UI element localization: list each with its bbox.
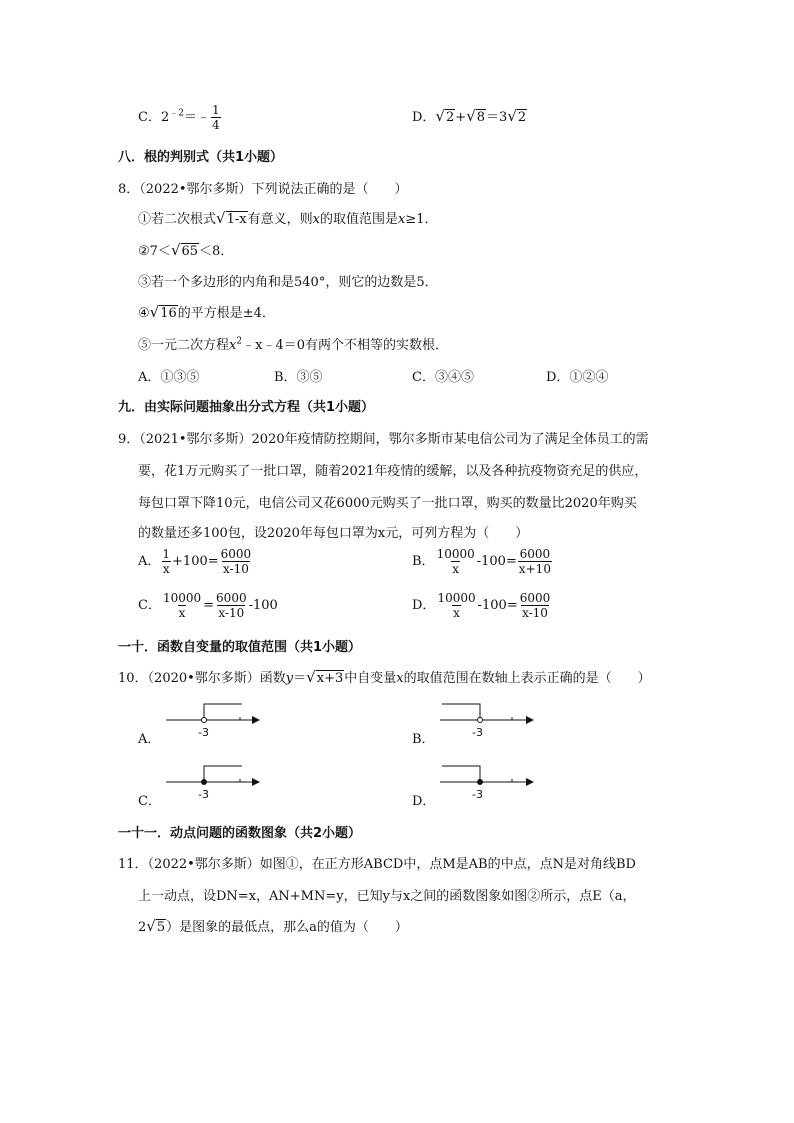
q7-c-exponent: ﹣2 xyxy=(169,108,184,119)
q10-option-a-label[interactable]: A． xyxy=(138,732,161,747)
q10-option-d-label[interactable]: D． xyxy=(412,794,436,809)
q7-c-denominator: 4 xyxy=(211,118,220,132)
q8-option-c[interactable]: C．③④⑤ xyxy=(412,370,474,385)
q11-line-2: 上一动点，设DN=x，AN+MN=y，已知y与x之间的函数图象如图②所示，点E（a， xyxy=(138,889,636,904)
q9-option-a[interactable]: A． $\frac{1}{x}$ +100= $\frac{6000}{x-10}$ xyxy=(138,547,252,576)
q9-option-b[interactable]: B． $\frac{10000}{x}$ -100= $\frac{6000}{x+10}$ xyxy=(412,547,551,576)
svg-text:-3: -3 xyxy=(198,788,209,801)
q11-line-1: 11．（2022•鄂尔多斯）如图①，在正方形ABCD中，点M是AB的中点，点N是对角线BD xyxy=(118,857,636,872)
q8-option-a[interactable]: A．①③⑤ xyxy=(138,370,200,385)
q8-statement-3: ③若一个多边形的内角和是540°，则它的边数是5． xyxy=(138,275,438,290)
q8-stem: 8．（2022•鄂尔多斯）下列说法正确的是（ ） xyxy=(118,182,408,197)
q8-statement-1: ①若二次根式√1-x有意义，则x的取值范围是x≥1． xyxy=(138,209,438,227)
svg-text:-3: -3 xyxy=(198,726,209,739)
q8-s4-sqrt: √16 xyxy=(149,303,177,321)
q7-c-numerator: 1 xyxy=(211,103,220,117)
q9-option-d[interactable]: D． $\frac{10000}{x}$ -100= $\frac{6000}{x-10}$ xyxy=(412,591,551,620)
q7-d-sqrt-3: √2 xyxy=(507,107,527,125)
q8-s2-sqrt: √65 xyxy=(170,241,199,259)
svg-text:-3: -3 xyxy=(472,726,483,739)
open-point-icon xyxy=(202,718,207,723)
q10-sqrt: √x+3 xyxy=(306,668,344,686)
svg-text:-3: -3 xyxy=(472,788,483,801)
q9-line-3: 每包口罩下降10元，电信公司又花6000元购买了一批口罩，购买的数量比2020年购买 xyxy=(138,496,637,511)
section-9-title: 九．由实际问题抽象出分式方程（共1小题） xyxy=(118,400,375,415)
q7-d-plus: + xyxy=(455,110,467,125)
q9-line-2: 要，花1万元购买了一批口罩，随着2021年疫情的缓解，以及各种抗疫物资充足的供应， xyxy=(138,464,648,479)
q10-option-c-numberline xyxy=(160,760,270,810)
q7-d-equals: ＝3 xyxy=(486,110,508,125)
q7-c-equals: ＝﹣ xyxy=(183,110,210,125)
q8-option-d[interactable]: D．①②④ xyxy=(546,370,609,385)
q8-statement-4: ④√16的平方根是±4． xyxy=(138,303,275,321)
section-8-title: 八．根的判别式（共1小题） xyxy=(118,150,284,165)
q7-d-sqrt-1: √2 xyxy=(435,107,455,125)
q7-option-d[interactable] xyxy=(412,106,527,125)
q8-s5-number: ⑤ xyxy=(138,338,152,353)
closed-point-icon xyxy=(478,780,483,785)
q8-statement-2: ②7＜√65＜8． xyxy=(138,241,234,259)
open-point-icon xyxy=(478,718,483,723)
q8-s2-number: ② xyxy=(138,244,150,259)
q8-s1-sqrt: √1-x xyxy=(216,209,247,227)
q10-option-b-numberline xyxy=(434,698,544,748)
q7-d-sqrt-2: √8 xyxy=(466,107,486,125)
q7-option-d-label: D． xyxy=(412,110,436,125)
q9-line-1: 9．（2021•鄂尔多斯）2020年疫情防控期间，鄂尔多斯市某电信公司为了满足全体员工的需 xyxy=(118,432,649,447)
q7-option-c[interactable] xyxy=(138,104,222,131)
q11-sqrt: √5 xyxy=(146,917,166,935)
q8-s1-number: ① xyxy=(138,212,152,227)
q7-c-base: 2 xyxy=(160,110,170,125)
q11-line-3: 2√5）是图象的最低点，那么a的值为（ ） xyxy=(138,917,408,935)
q8-s3-number: ③ xyxy=(138,275,152,290)
q9-line-4: 的数量还多100包，设2020年每包口罩为x元，可列方程为（ ） xyxy=(138,526,529,541)
q9-option-c[interactable]: C． $\frac{10000}{x}$ = $\frac{6000}{x-10}$ -100 xyxy=(138,591,278,620)
closed-point-icon xyxy=(202,780,207,785)
q7-c-fraction xyxy=(211,104,221,131)
q8-s4-number: ④ xyxy=(138,306,150,321)
q7-option-c-label: C． xyxy=(138,110,161,125)
q10-option-d-numberline xyxy=(434,760,544,810)
q10-option-b-label[interactable]: B． xyxy=(412,732,435,747)
section-11-title: 一十一．动点问题的函数图象（共2小题） xyxy=(118,826,362,841)
q8-option-b[interactable]: B．③⑤ xyxy=(274,370,323,385)
q10-stem: 10．（2020•鄂尔多斯）函数y＝√x+3中自变量x的取值范围在数轴上表示正确的是（ ） xyxy=(118,668,651,686)
q8-statement-5: ⑤一元二次方程$x^2﹣x﹣4=0$有两个不相等的实数根． xyxy=(138,336,448,353)
q10-option-a-numberline xyxy=(160,698,270,748)
q10-option-c-label[interactable]: C． xyxy=(138,794,161,809)
section-10-title: 一十．函数自变量的取值范围（共1小题） xyxy=(118,640,362,655)
